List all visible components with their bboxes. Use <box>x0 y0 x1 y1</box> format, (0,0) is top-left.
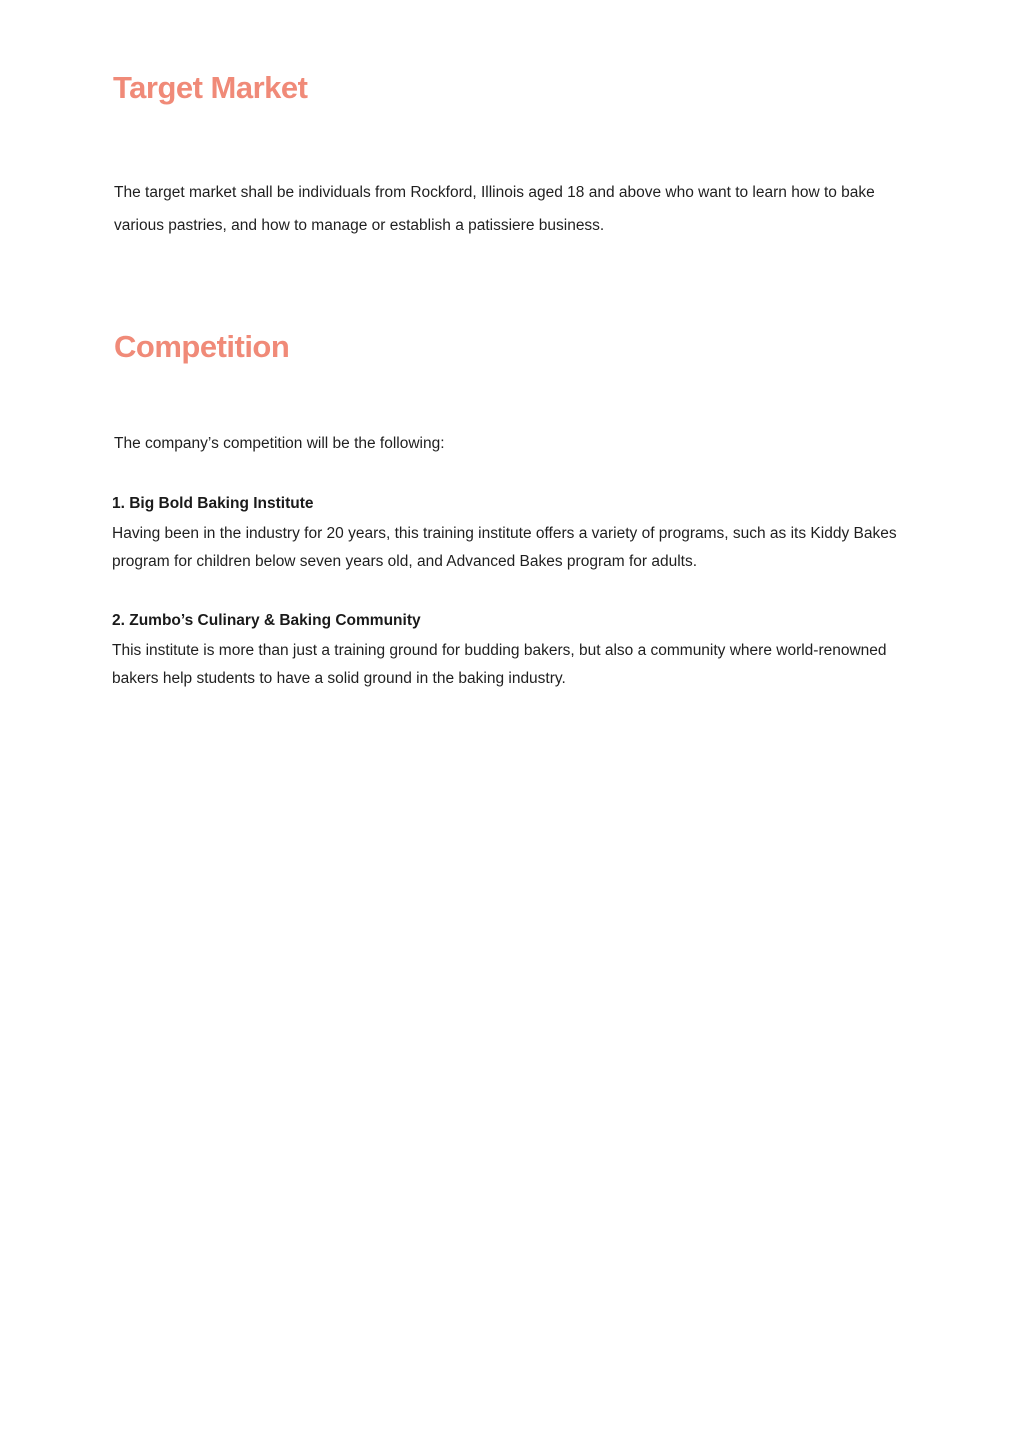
competitor-description: Having been in the industry for 20 years, this training institute offers a variety of programs, such as its Kiddy Bakes program for children below seven years old, and Advanced Bakes program for adults. <box>112 525 897 570</box>
competition-heading: Competition <box>114 329 290 364</box>
competitor-description: This institute is more than just a training ground for budding bakers, but also a community where world-renowned bakers help students to have a solid ground in the baking industry. <box>112 642 887 687</box>
competition-intro: The company’s competition will be the following: <box>114 435 445 452</box>
target-market-heading: Target Market <box>113 70 308 105</box>
target-market-paragraph: The target market shall be individuals from Rockford, Illinois aged 18 and above who want to learn how to bake various pastries, and how to manage or establish a patissiere business. <box>114 184 875 234</box>
competitor-heading: 1. Big Bold Baking Institute <box>112 495 314 512</box>
competitor-heading: 2. Zumbo’s Culinary & Baking Community <box>112 612 421 629</box>
